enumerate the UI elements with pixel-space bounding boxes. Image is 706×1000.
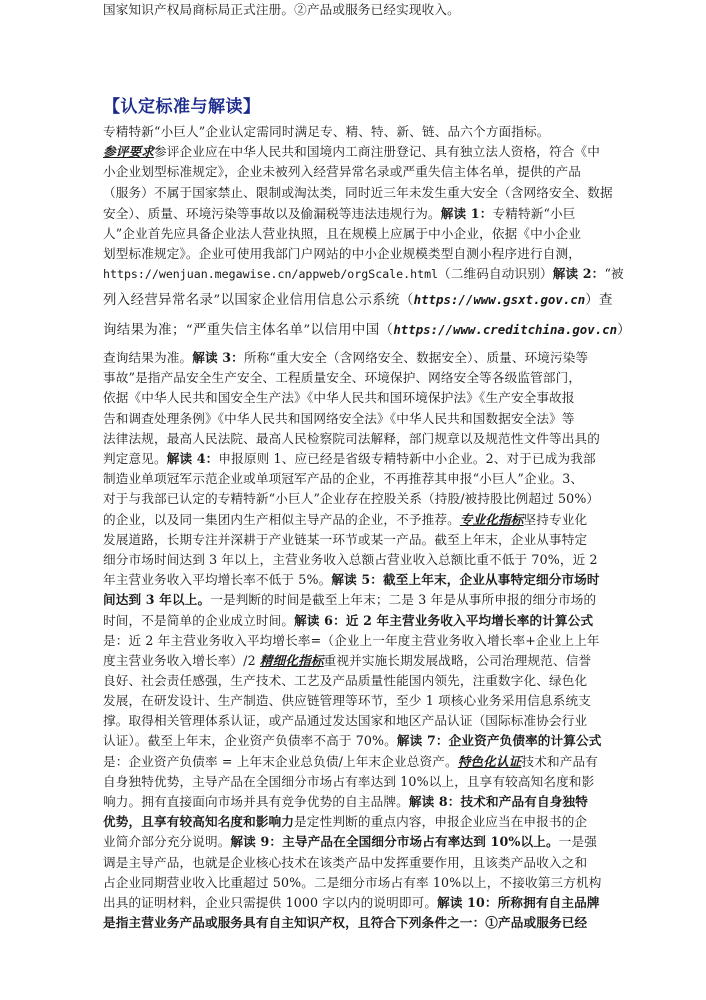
text-span: 法律法规，最高人民法院、最高人民检察院司法解释，部门规章以及规范性文件等出具的 <box>103 431 601 446</box>
text-span: 判定意见。 <box>103 451 167 466</box>
url-text: https://wenjuan.megawise.cn/appweb/orgScale.html <box>103 267 439 281</box>
text-line <box>103 530 608 550</box>
text-line <box>103 0 608 20</box>
text-line <box>103 122 608 142</box>
text-span: 小企业划型标准规定》，企业未被列入经营异常名录或严重失信主体名单，提供的产品 <box>103 164 581 179</box>
text-span: “被 <box>604 266 624 281</box>
text-span: 查询结果为准。 <box>103 350 193 365</box>
text-line <box>103 772 608 792</box>
text-line <box>103 611 608 631</box>
text-line <box>103 388 608 408</box>
text-line <box>103 320 631 340</box>
text-span: 的企业，以及同一集团内生产相似主导产品的企业，不予推荐。 <box>103 512 460 527</box>
text-span: 一是强 <box>558 834 597 849</box>
text-line <box>103 429 608 449</box>
bold-text: 优势，且享有较高知名度和影响力 <box>103 814 295 829</box>
text-line <box>103 853 608 873</box>
text-line <box>103 893 608 913</box>
text-span: 是：近 2 年主营业务收入平均增长率=（企业上一年度主营业务收入增长率+企业上上年 <box>103 633 600 648</box>
text-span: ）查 <box>585 293 613 308</box>
text-span: （服务）不属于国家禁止、限制或淘汰类，同时近三年未发生重大安全（含网络安全、数据 <box>103 185 613 200</box>
text-span: （二维码自动识别） <box>438 266 553 281</box>
text-line <box>103 183 613 203</box>
criteria-keyword: 参评要求 <box>103 144 154 159</box>
text-line <box>103 244 608 264</box>
text-span: 技术和产品有 <box>521 754 598 769</box>
text-span: 占企业同期营业收入比重超过 50%。二是细分市场占有率 10%以上，不接收第三方机构 <box>103 875 602 890</box>
text-span: 是：企业资产负债率 = 上年末企业总负债/上年末企业总资产。 <box>103 754 458 769</box>
text-span: 专精特新“小巨人”企业认定需同时满足专、精、特、新、链、品六个方面指标。 <box>103 124 550 139</box>
bold-text: 解读 7：企业资产负债率的计算公式 <box>396 733 602 748</box>
text-line <box>103 449 608 469</box>
text-line <box>103 671 608 691</box>
text-span: 依据《中华人民共和国安全生产法》《中华人民共和国环境保护法》《生产安全事故报 <box>103 390 575 405</box>
text-line <box>103 409 608 429</box>
text-line <box>103 142 608 162</box>
text-span: 是定性判断的重点内容，申报企业应当在申报书的企 <box>294 814 588 829</box>
bold-text: 解读 10：所称拥有自主品牌 <box>437 895 600 910</box>
bold-text: 解读 4： <box>166 451 219 466</box>
text-span: 划型标准规定》。企业可使用我部门户网站的中小企业规模类型自测小程序进行自测， <box>103 246 581 261</box>
text-line <box>103 832 608 852</box>
text-span: 专精特新“小巨 <box>492 206 576 221</box>
bold-text: 解读 1： <box>440 206 493 221</box>
text-span: 认证）。截至上年末，企业资产负债率不高于 70%。 <box>103 733 397 748</box>
section-heading: 【认定标准与解读】 <box>103 97 261 117</box>
text-line <box>103 752 608 772</box>
text-span: 坚持专业化 <box>523 512 588 527</box>
text-span: 细分市场时间达到 3 年以上，主营业务收入总额占营业收入总额比重不低于 70%，近 2 <box>103 552 598 567</box>
url-text: https://www.gsxt.gov.cn <box>413 292 586 307</box>
text-line <box>103 489 608 509</box>
text-line <box>103 550 608 570</box>
text-line <box>103 290 613 310</box>
text-span: 申报原则 1、应已经是省级专精特新中小企业。2、对于已成为我部 <box>218 451 596 466</box>
text-span: 时间，不是简单的企业成立时间。 <box>103 613 295 628</box>
text-span: 撑。取得相关管理体系认证，或产品通过发达国家和地区产品认证（国际标准协会行业 <box>103 713 588 728</box>
text-span: 一是判断的时间是截至上年末；二是 3 年是从事所申报的细分市场的 <box>210 592 597 607</box>
url-text: https://www.creditchina.gov.cn <box>393 322 618 337</box>
text-line <box>103 510 608 530</box>
text-line <box>103 590 608 610</box>
bold-text: 解读 3： <box>192 350 244 365</box>
text-span: 事故”是指产品安全生产安全、工程质量安全、环境保护、网络安全等各级监管部门， <box>103 370 582 385</box>
text-span: 业简介部分充分说明。 <box>103 834 231 849</box>
text-line <box>103 224 608 244</box>
text-span: 度主营业务收入增长率）/2 <box>103 653 260 668</box>
text-span: 调是主导产品，也就是企业核心技术在该类产品中发挥重要作用，且该类产品收入之和 <box>103 855 588 870</box>
bold-text: 解读 9：主导产品在全国细分市场占有率达到 10%以上。 <box>230 834 559 849</box>
text-line <box>103 913 608 933</box>
text-line <box>103 631 608 651</box>
text-line <box>103 162 608 182</box>
text-line <box>103 792 608 812</box>
bold-text: 解读 8：技术和产品有自身独特 <box>408 794 588 809</box>
text-line <box>103 711 608 731</box>
text-span: 发展，在研发设计、生产制造、供应链管理等环节，至少 1 项核心业务采用信息系统支 <box>103 693 591 708</box>
text-span: 发展道路，长期专注并深耕于产业链某一环节或某一产品。截至上年末，企业从事特定 <box>103 532 588 547</box>
text-span: 国家知识产权局商标局正式注册。②产品或服务已经实现收入。 <box>103 2 460 17</box>
text-span: 出具的证明材料，企业只需提供 1000 字以内的说明即可。 <box>103 895 438 910</box>
text-span: 制造业单项冠军示范企业或单项冠军产品的企业，不再推荐其申报“小巨人”企业。3、 <box>103 471 584 486</box>
criteria-keyword: 专业化指标 <box>459 512 524 527</box>
text-line <box>103 204 608 224</box>
criteria-keyword: 特色化认证 <box>457 754 522 769</box>
text-line <box>103 873 608 893</box>
text-span: 重视并实施长期发展战略，公司治理规范、信誉 <box>323 653 592 668</box>
text-span: 列入经营异常名录”以国家企业信用信息公示系统（ <box>103 293 414 308</box>
bold-text: 解读 6：近 2 年主营业务收入平均增长率的计算公式 <box>294 613 594 628</box>
text-span: 安全）、质量、环境污染等事故以及偷漏税等违法违规行为。 <box>103 206 441 221</box>
bold-text: 间达到 3 年以上。 <box>103 592 211 607</box>
text-line <box>103 264 624 284</box>
text-span: 告和调查处理条例》《中华人民共和国网络安全法》《中华人民共和国数据安全法》等 <box>103 411 575 426</box>
text-line <box>103 570 608 590</box>
text-line <box>103 651 608 671</box>
text-line <box>103 691 608 711</box>
text-span: 对于与我部已认定的专精特新“小巨人”企业存在控股关系（持股/被持股比例超过 50%） <box>103 491 600 506</box>
text-span: 良好、社会责任感强，生产技术、工艺及产品质量性能国内领先，注重数字化、绿色化 <box>103 673 588 688</box>
text-span: 人”企业首先应具备企业法人营业执照，且在规模上应属于中小企业，依据《中小企业 <box>103 226 582 241</box>
text-line <box>103 812 608 832</box>
text-span: 参评企业应在中华人民共和国境内工商注册登记、具有独立法人资格，符合《中 <box>153 144 601 159</box>
text-span: ） <box>617 323 631 338</box>
text-line <box>103 731 608 751</box>
text-span: 所称“重大安全（含网络安全、数据安全）、质量、环境污染等 <box>243 350 589 365</box>
criteria-keyword: 精细化指标 <box>259 653 324 668</box>
text-span: 自身独特优势，主导产品在全国细分市场占有率达到 10%以上，且享有较高知名度和影 <box>103 774 595 789</box>
text-line <box>103 348 608 368</box>
text-span: 年主营业务收入平均增长率不低于 5%。 <box>103 572 332 587</box>
text-span: 响力。拥有直接面向市场并具有竞争优势的自主品牌。 <box>103 794 409 809</box>
text-span: 询结果为准；“严重失信主体名单”以信用中国（ <box>103 323 394 338</box>
bold-text: 解读 2： <box>552 266 605 281</box>
bold-text: 解读 5：截至上年末，企业从事特定细分市场时 <box>331 572 600 587</box>
text-line <box>103 368 608 388</box>
text-line <box>103 469 608 489</box>
bold-text: 是指主营业务产品或服务具有自主知识产权，且符合下列条件之一：①产品或服务已经 <box>103 915 588 930</box>
